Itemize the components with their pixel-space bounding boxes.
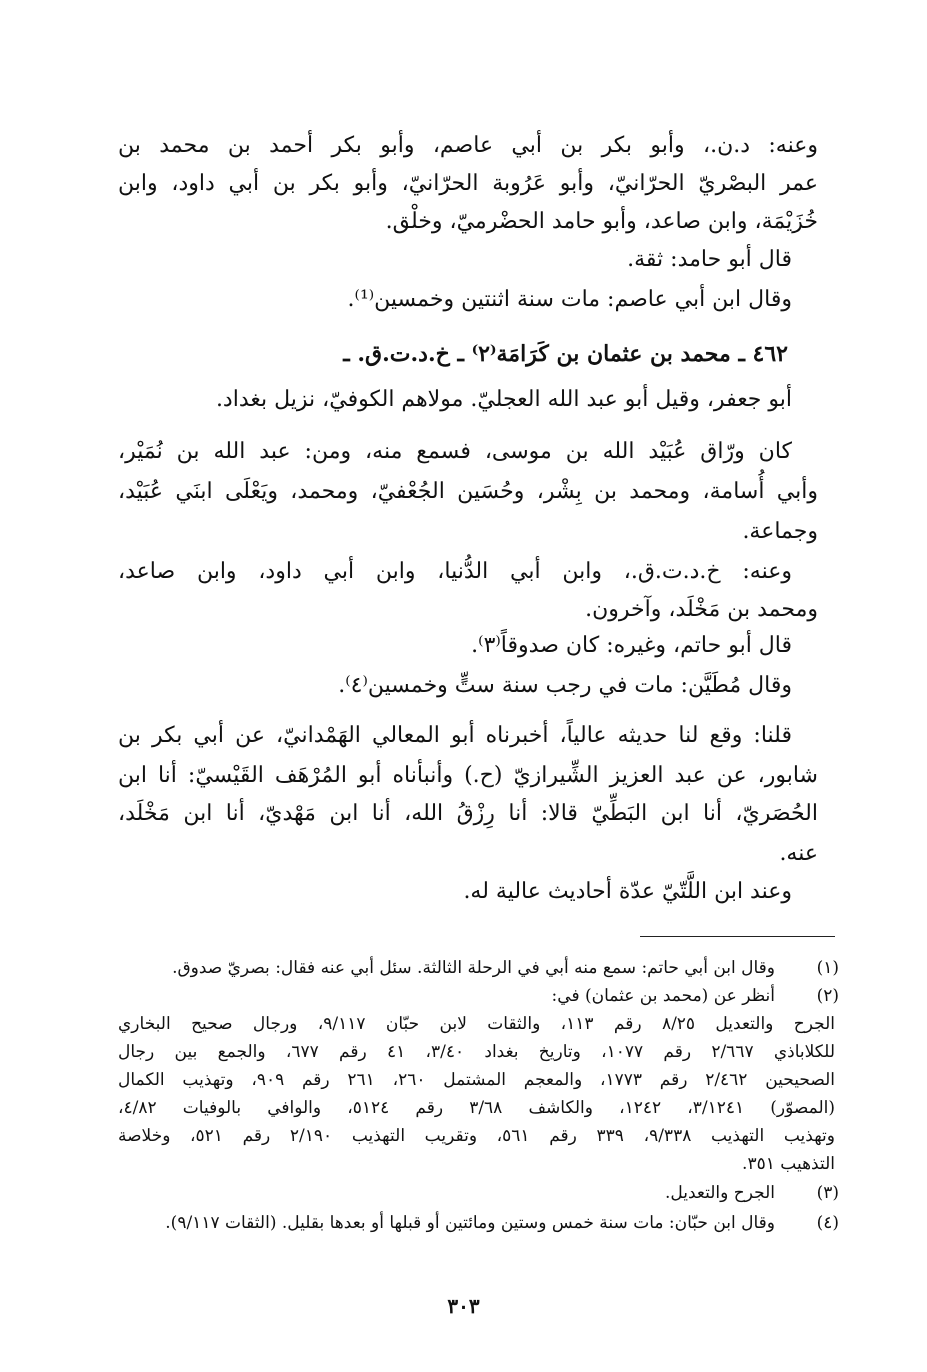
footnote-text: (المصوّر) ٣/١٢٤١، ١٢٤٢، والكاشف ٣/٦٨ رقم ٥١٢٤، والوافي بالوفيات ٤/٨٢، xyxy=(118,1098,835,1118)
footnote-number: (٣) xyxy=(816,1183,839,1203)
footnote-text: أنظر عن (محمد بن عثمان) في: xyxy=(551,986,775,1006)
text-line: قال أبو حاتم، وغيره: كان صدوقاً⁽٣⁾. xyxy=(471,633,792,658)
page-number: ٣٠٣ xyxy=(447,1294,480,1318)
footnote-text: الصحيحين ٢/٤٦٢ رقم ١٧٧٣، والمعجم المشتمل ٢٦٠، ٢٦١ رقم ٩٠٩، وتهذيب الكمال xyxy=(118,1070,836,1090)
footnote-text: للكلاباذي ٢/٦٦٧ رقم ١٠٧٧، وتاريخ بغداد ٣/٤٠، ٤١ رقم ٦٧٧، والجمع بين رجال xyxy=(118,1042,835,1062)
footnote-text: وقال ابن أبي حاتم: سمع منه أبي في الرحلة الثالثة. سئل أبي عنه فقال: بصريّ صدوق. xyxy=(172,958,775,978)
text-line: وقال ابن أبي عاصم: مات سنة اثنتين وخمسين⁽¹⁾. xyxy=(347,287,792,312)
text-line: وعند ابن اللَّتّيّ عدّة أحاديث عالية له. xyxy=(463,879,792,904)
footnote-number: (١) xyxy=(816,958,839,978)
main-text xyxy=(118,0,818,904)
text-line: وأبي أُسامة، ومحمد بن بِشْر، وحُسَين الجُعْفيّ، ومحمد، ويَعْلَى ابنَي عُبَيْد، xyxy=(118,479,818,504)
footnote-text: وتهذيب التهذيب ٩/٣٣٨، ٣٣٩ رقم ٥٦١، وتقريب التهذيب ٢/١٩٠ رقم ٥٢١، وخلاصة xyxy=(118,1126,835,1146)
text-line: وجماعة. xyxy=(742,519,818,544)
entry-heading: ٤٦٢ ـ محمد بن عثمان بن كَرَامَة⁽٢⁾ ـ خ.د.ت.ق. ـ xyxy=(343,341,788,367)
footnote-text: وقال ابن حبّان: مات سنة خمس وستين ومائتين أو قبلها أو بعدها بقليل. (الثقات ٩/١١٧). xyxy=(165,1213,775,1233)
footnote-number: (٤) xyxy=(816,1213,839,1233)
text-line: وعنه: د.ن.، وأبو بكر بن أبي عاصم، وأبو بكر أحمد بن محمد بن xyxy=(118,133,818,158)
text-line: قلنا: وقع لنا حديثه عالياً، أخبرناه أبو المعالي الهَمْدانيّ، عن أبي بكر بن xyxy=(118,723,792,748)
footnote-text: الجرح والتعديل. xyxy=(664,1183,775,1203)
footnote-number: (٢) xyxy=(816,986,839,1006)
text-line: خُزَيْمَة، وابن صاعد، وأبو حامد الحضْرميّ، وخلْق. xyxy=(385,209,818,234)
text-line: عنه. xyxy=(779,841,818,866)
text-line: عمر البصْريّ الحرّانيّ، وأبو عَرُوبة الحرّانيّ، وأبو بكر بن أبي داود، وابن xyxy=(118,171,818,196)
text-line: قال أبو حامد: ثقة. xyxy=(627,247,792,272)
text-line: أبو جعفر، وقيل أبو عبد الله العجليّ. مولاهم الكوفيّ، نزيل بغداد. xyxy=(215,387,792,412)
footnote-text: الجرح والتعديل ٨/٢٥ رقم ١١٣، والثقات لابن حبّان ٩/١١٧، ورجال صحيح البخاري xyxy=(118,1014,835,1034)
text-line: الحُصَريّ، أنا ابن البَطِّيّ قالا: أنا رِزْقُ الله، أنا ابن مَهْديّ، أنا ابن مَخْلَد، xyxy=(118,801,818,826)
text-line: شابور، عن عبد العزيز الشِّيرازيّ (ح.) وأنبأناه أبو المُرْهَف القَيْسيّ: أنا ابن xyxy=(118,763,818,788)
footnote-separator xyxy=(640,936,835,937)
text-line: وقال مُطَيَّن: مات في رجب سنة ستٍّ وخمسين⁽٤⁾. xyxy=(338,673,792,698)
text-line: ومحمد بن مَخْلَد، وآخرون. xyxy=(585,597,818,622)
text-line: وعنه: خ.د.ت.ق.، وابن أبي الدُّنيا، وابن أبي داود، وابن صاعد، xyxy=(118,559,792,584)
text-line: كان ورّاق عُبَيْد الله بن موسى، فسمع منه، ومن: عبد الله بن نُمَيْر، xyxy=(118,439,792,464)
footnote-text: التذهيب ٣٥١. xyxy=(742,1154,835,1174)
